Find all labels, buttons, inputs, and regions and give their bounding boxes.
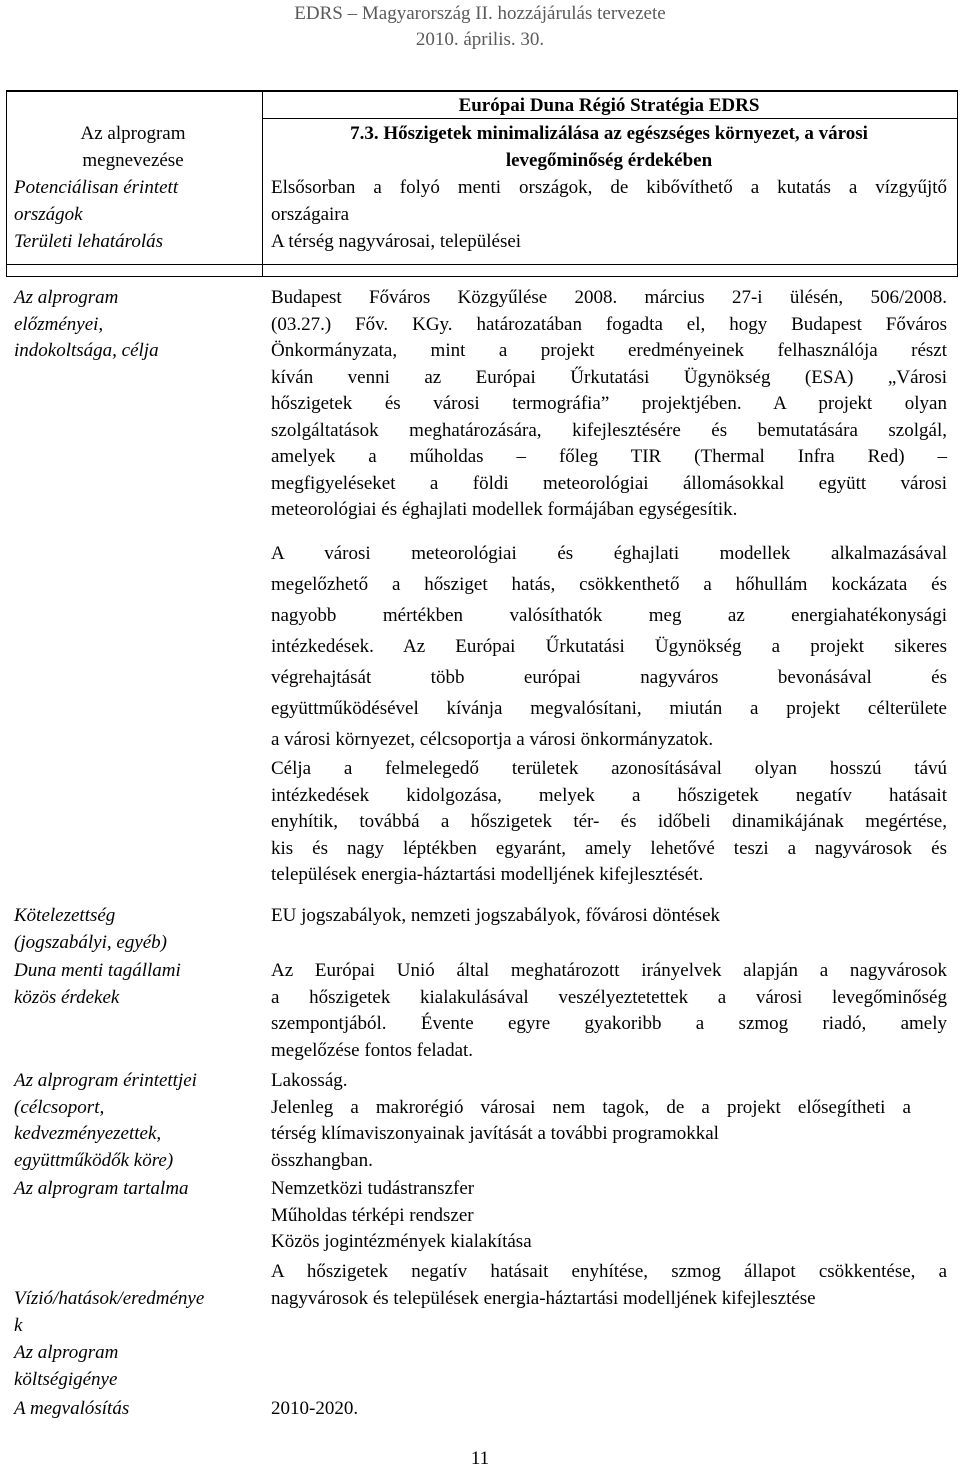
label-line: Kötelezettség [14,905,116,926]
value-line: kíván venni az Európai Űrkutatási Ügynökség (ESA) „Városi [271,366,947,388]
content-value [271,1176,947,1256]
value-line: intézkedések kidolgozása, melyek a hőszigetek negatív hatásait [271,784,947,806]
label-line: Vízió/hatások/eredménye [14,1288,205,1309]
value-line: a hőszigetek kialakulásával veszélyeztetettek a városi levegőminőség [271,986,947,1008]
label-line: megnevezése [82,149,184,171]
label-line: országok [14,203,83,225]
label-line: együttműködők köre) [14,1149,174,1171]
value-line: (03.27.) Főv. KGy. határozatában fogadta el, hogy Budapest Főváros [271,313,947,335]
value-line: Műholdas térképi rendszer [271,1204,474,1226]
page-number: 11 [470,1448,490,1469]
value-line: intézkedések. Az Európai Űrkutatási Ügynökség a projekt sikeres [271,636,947,657]
label-line: (jogszabályi, egyéb) [14,931,168,953]
value-line: megfigyeléseket a földi meteorológiai állomásokkal együtt városi [271,472,947,494]
value-line: Jelenleg a makrorégió városai nem tagok, de a projekt elősegítheti a [271,1096,911,1118]
value-line: A hőszigetek negatív hatásait enyhítése, szmog állapot csökkentése, a [271,1261,947,1282]
label-line: Potenciálisan érintett [14,177,179,198]
label-line: előzményei, [14,313,104,335]
stakeholders-value [271,1068,947,1174]
label-line: Az alprogram tartalma [14,1178,189,1199]
label-line: Az alprogram [14,287,119,308]
label-cost [14,1340,254,1393]
value-line: nagyvárosok és települések energia-háztartási modelljének kifejlesztése [271,1287,816,1309]
value-line: hőszigetek és városi termográfia” projektjében. A projekt olyan [271,393,947,414]
label-line: indokoltsága, célja [14,340,159,361]
value-line: kis és nagy léptékben egyaránt, amely lehetővé teszi a nagyvárosok és [271,837,947,859]
value-line: Nemzetközi tudástranszfer [271,1178,475,1199]
value-line: Közös jogintézmények kialakítása [271,1231,532,1252]
label-line: közös érdekek [14,986,120,1008]
document-header-date: 2010. április. 30. [415,29,545,50]
label-obligation [14,903,254,956]
value-line: A térség nagyvárosai, települései [271,231,522,252]
label-line: (célcsoport, [14,1096,105,1118]
vision-value [271,1259,947,1312]
subprogram-title [271,121,947,174]
value-line: amelyek a műholdas – főleg TIR (Thermal Infra Red) – [271,446,947,467]
value-line: levegőminőség érdekében [505,149,713,171]
value-line: nagyobb mértékben valósíthatók meg az energiahatékonysági [271,605,947,626]
common-interests-value [271,958,947,1064]
value-line: Az Európai Unió által meghatározott irányelvek alapján a nagyvárosok [271,960,947,981]
label-vision [14,1286,254,1339]
value-line: enyhítik, továbbá a hőszigetek tér- és időbeli dinamikájának megértése, [271,811,947,832]
value-line: Budapest Főváros Közgyűlése 2008. március 27-i ülésén, 506/2008. [271,287,947,308]
label-content [14,1176,254,1203]
value-line: Elsősorban a folyó menti országok, de kibővíthető a kutatás a vízgyűjtő [271,177,947,198]
value-line: 2010-2020. [271,1398,359,1419]
value-line: szolgáltatások meghatározására, kifejlesztésére és bemutatására szolgál, [271,419,947,441]
value-line: szempontjából. Évente egyre gyakoribb a szmog riadó, amely [271,1013,947,1034]
background-paragraph-2 [271,538,947,755]
value-line: települések energia-háztartási modelljének kifejlesztését. [271,864,704,885]
label-line: költségigénye [14,1368,118,1390]
value-line: Lakosság. [271,1070,348,1091]
value-line: megelőzése fontos feladat. [271,1039,474,1061]
obligation-value [271,903,947,930]
label-line: kedvezményezettek, [14,1123,162,1144]
label-line: k [14,1314,23,1336]
document-header-title: EDRS – Magyarország II. hozzájárulás tervezete [294,3,666,24]
affected-countries-value [271,175,947,228]
value-line: a városi környezet, célcsoportja a városi önkormányzatok. [271,729,714,750]
value-line: EU jogszabályok, nemzeti jogszabályok, fővárosi döntések [271,905,721,926]
value-line: végrehajtását több európai nagyváros bevonásával és [271,667,947,688]
value-line: Célja a felmelegedő területek azonosításával olyan hosszú távú [271,758,947,779]
background-paragraph-1 [271,285,947,524]
value-line: együttműködésével kívánja megvalósítani, miután a projekt célterülete [271,698,947,719]
label-line: Területi lehatárolás [14,231,164,252]
implementation-value [271,1396,947,1423]
value-line: összhangban. [271,1149,373,1171]
label-common-interests [14,958,254,1011]
label-affected-countries [14,175,254,228]
value-line: 7.3. Hőszigetek minimalizálása az egészséges környezet, a városi [350,123,868,144]
label-subprogram-name [8,121,258,174]
label-line: A megvalósítás [14,1398,130,1419]
label-stakeholders [14,1068,254,1174]
value-line: Önkormányzata, mint a projekt eredményeinek felhasználója részt [271,340,947,361]
strategy-title: Európai Duna Régió Stratégia EDRS [458,95,760,116]
label-background [14,285,254,365]
value-line: A városi meteorológiai és éghajlati modellek alkalmazásával [271,543,947,564]
label-line: Az alprogram [14,1342,119,1363]
label-territorial-scope [14,229,254,256]
label-line: Duna menti tagállami [14,960,181,981]
value-line: megelőzhető a hősziget hatás, csökkenthető a hőhullám kockázata és [271,574,947,595]
label-line: Az alprogram érintettjei [14,1070,197,1091]
label-line: Az alprogram [80,123,186,144]
territorial-scope-value [271,229,947,256]
background-paragraph-3 [271,756,947,889]
label-implementation [14,1396,254,1423]
value-line: országaira [271,203,350,225]
value-line: meteorológiai és éghajlati modellek formájában egységesítik. [271,499,738,520]
value-line: térség klímaviszonyainak javítását a további programokkal [271,1123,719,1144]
